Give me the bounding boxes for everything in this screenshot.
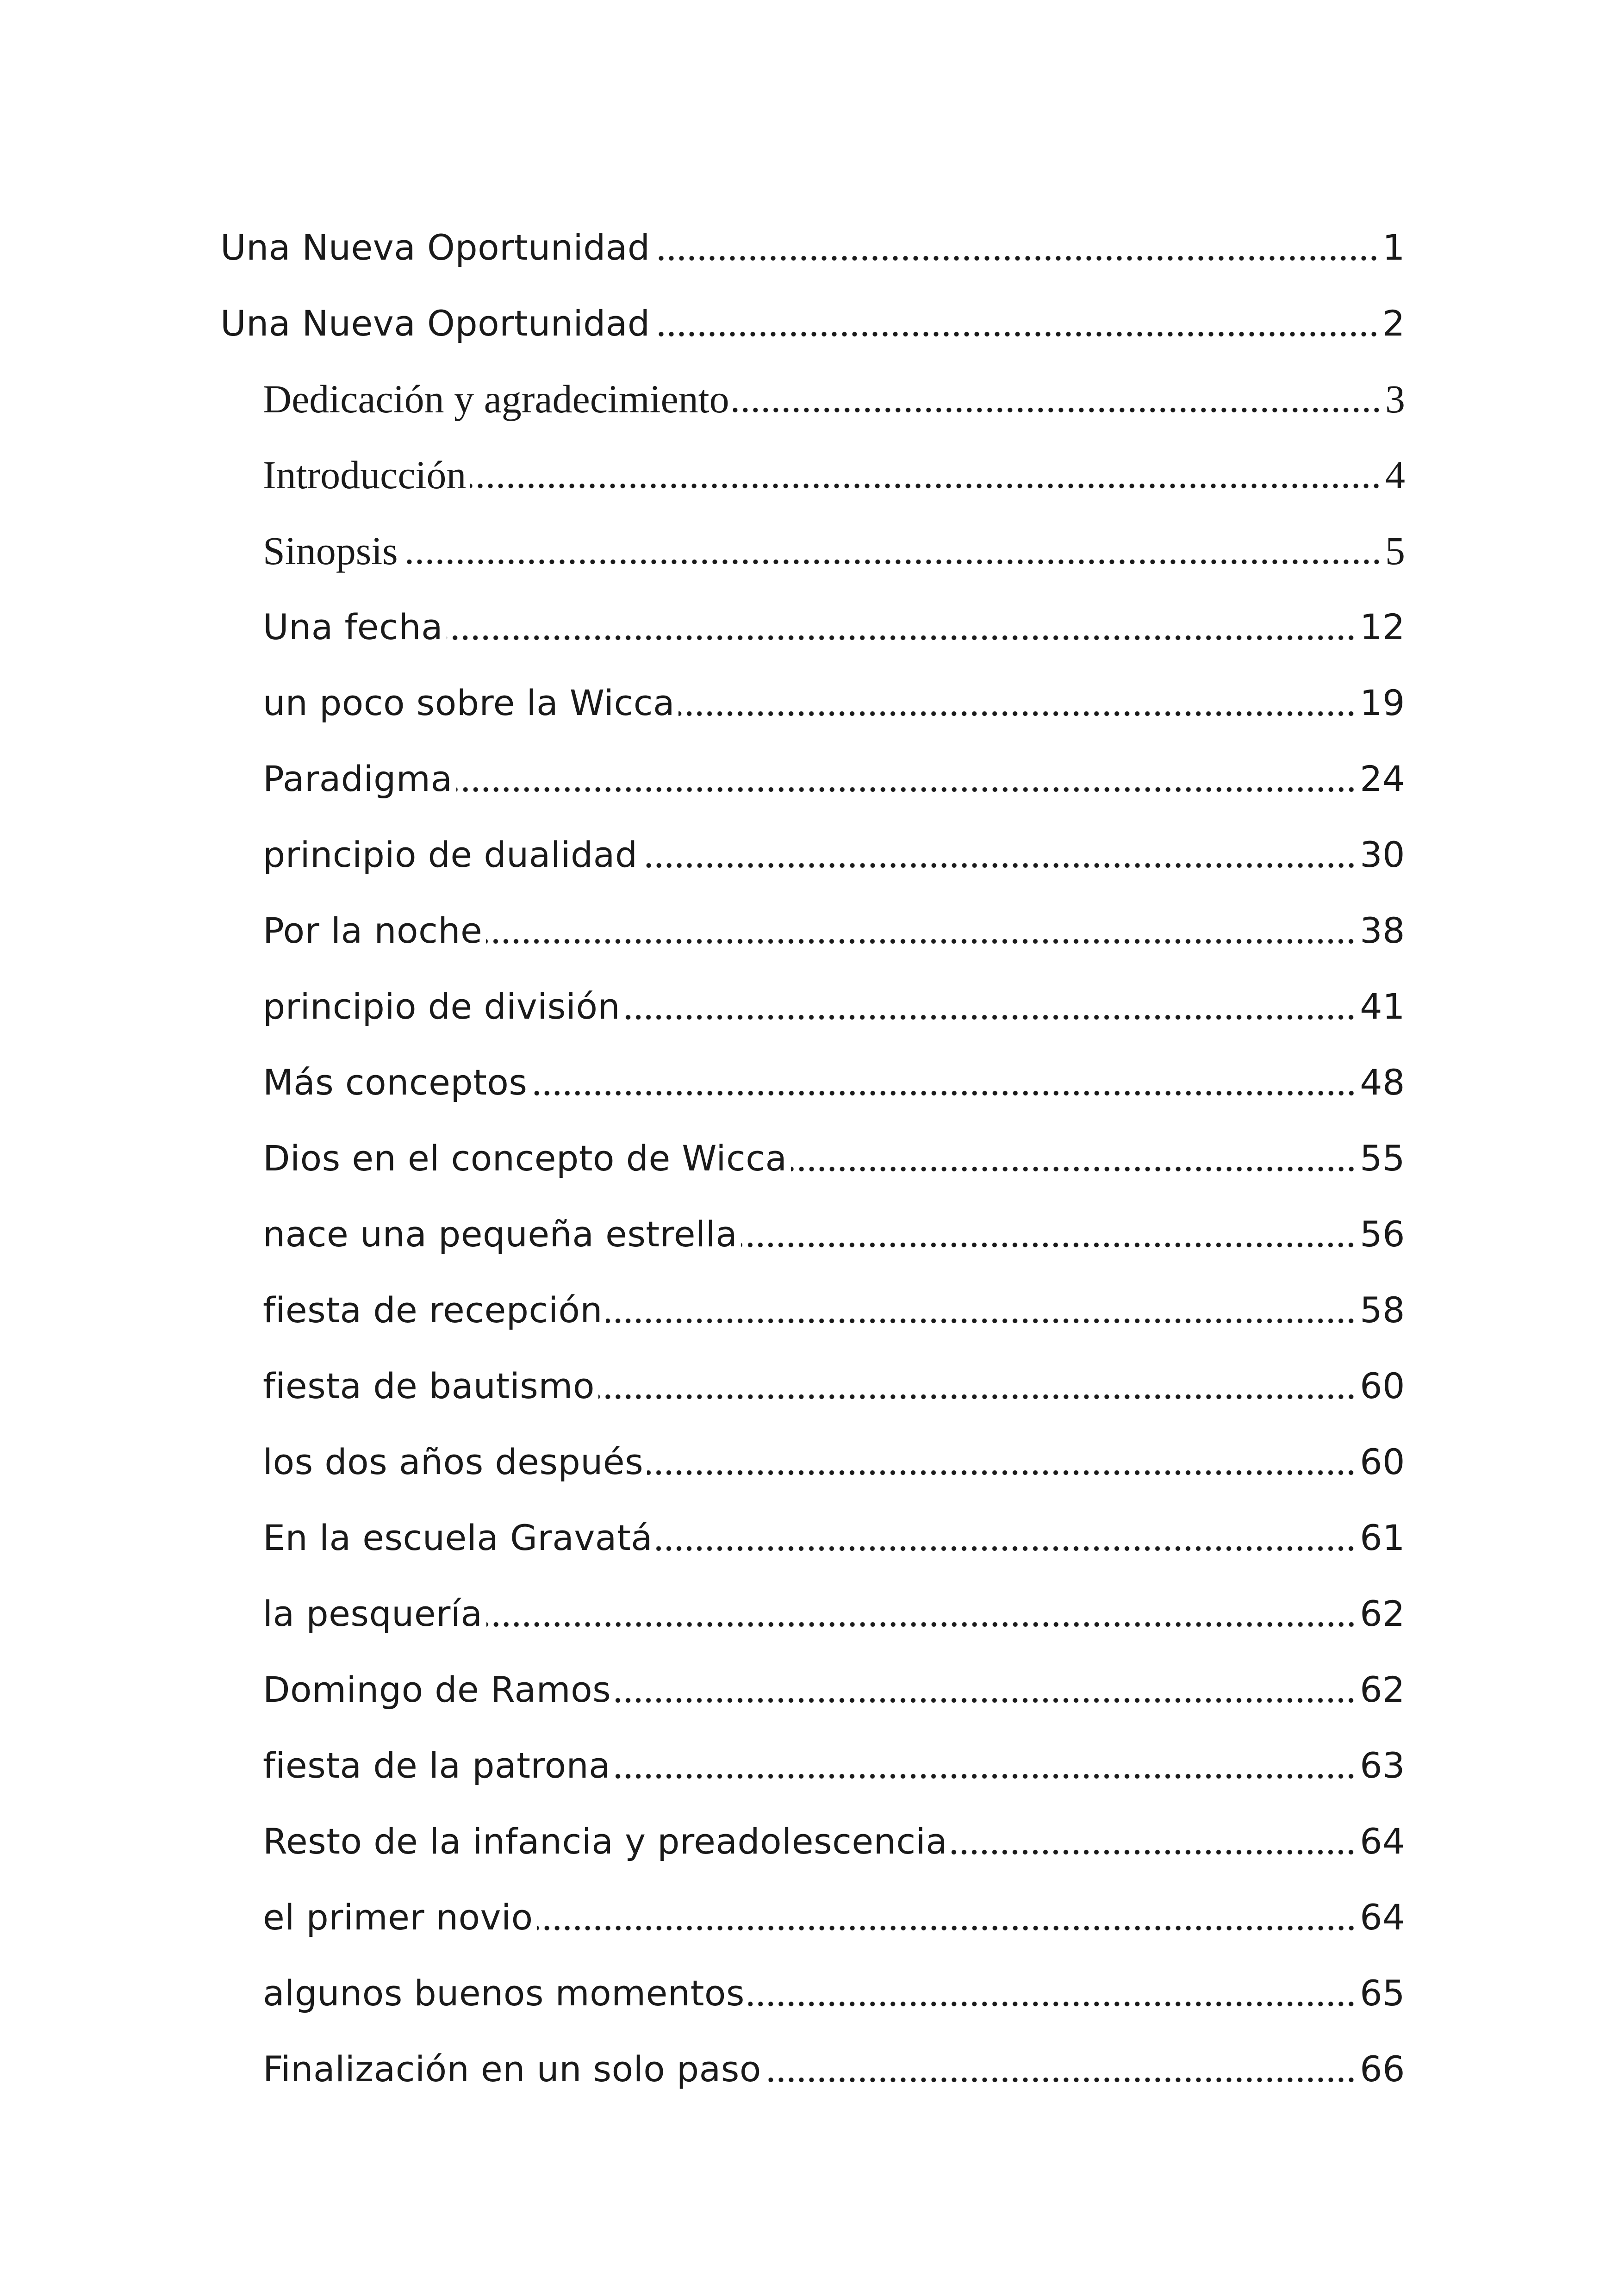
toc-entry-page-number: 60 — [1360, 1365, 1405, 1406]
toc-entry-title: Introducción — [263, 453, 467, 497]
dot-leader — [486, 1622, 1357, 1627]
toc-entry-page-number: 38 — [1360, 909, 1405, 951]
dot-leader — [951, 1849, 1356, 1855]
toc-entry-page-number: 24 — [1360, 758, 1405, 799]
toc-entry-title: Una Nueva Oportunidad — [220, 302, 650, 344]
toc-entry[interactable] — [220, 1120, 1405, 1196]
toc-entry[interactable] — [220, 1727, 1405, 1803]
toc-entry-title: Paradigma — [263, 758, 453, 799]
toc-entry-title: Dedicación y agradecimiento — [263, 377, 729, 421]
toc-entry[interactable] — [220, 1955, 1405, 2031]
toc-entry[interactable] — [220, 361, 1405, 437]
toc-entry-title: Una fecha — [263, 606, 443, 647]
toc-entry-title: Más conceptos — [263, 1061, 528, 1103]
toc-entry[interactable] — [220, 1196, 1405, 1272]
toc-entry-title: fiesta de bautismo — [263, 1365, 595, 1406]
toc-entry-page-number: 64 — [1360, 1820, 1405, 1862]
toc-entry-page-number: 30 — [1360, 834, 1405, 875]
toc-entry-title: la pesquería — [263, 1593, 483, 1634]
toc-entry-page-number: 62 — [1360, 1668, 1405, 1710]
toc-entry-page-number: 48 — [1360, 1061, 1405, 1103]
toc-entry-title: Sinopsis — [263, 529, 398, 573]
table-of-contents — [220, 209, 1405, 2107]
toc-entry-page-number: 61 — [1360, 1517, 1405, 1558]
toc-entry[interactable] — [220, 513, 1405, 589]
dot-leader — [654, 255, 1379, 261]
dot-leader — [765, 2077, 1356, 2083]
toc-entry-title: Resto de la infancia y preadolescencia — [263, 1820, 948, 1862]
toc-entry[interactable] — [220, 1500, 1405, 1575]
toc-entry[interactable] — [220, 740, 1405, 816]
dot-leader — [470, 483, 1382, 489]
toc-entry-page-number: 2 — [1382, 302, 1405, 344]
toc-entry-title: principio de división — [263, 985, 621, 1027]
toc-entry-title: Una Nueva Oportunidad — [220, 226, 650, 268]
toc-entry-title: fiesta de recepción — [263, 1289, 603, 1331]
toc-entry-page-number: 3 — [1385, 377, 1405, 421]
dot-leader — [647, 1470, 1356, 1475]
toc-entry-title: Finalización en un solo paso — [263, 2048, 761, 2090]
toc-entry-title: Dios en el concepto de Wicca — [263, 1137, 787, 1179]
toc-entry[interactable] — [220, 816, 1405, 892]
dot-leader — [791, 1166, 1357, 1172]
dot-leader — [598, 1394, 1356, 1400]
toc-entry[interactable] — [220, 437, 1405, 513]
dot-leader — [447, 635, 1356, 641]
dot-leader — [654, 331, 1379, 337]
dot-leader — [606, 1318, 1356, 1324]
toc-entry-page-number: 58 — [1360, 1289, 1405, 1331]
dot-leader — [641, 863, 1357, 868]
dot-leader — [656, 1546, 1356, 1551]
dot-leader — [678, 711, 1356, 716]
toc-entry-page-number: 65 — [1360, 1972, 1405, 2014]
toc-entry-page-number: 12 — [1360, 606, 1405, 647]
toc-entry-page-number: 55 — [1360, 1137, 1405, 1179]
toc-entry-page-number: 5 — [1385, 529, 1405, 573]
toc-entry-page-number: 56 — [1360, 1213, 1405, 1255]
toc-entry-title: los dos años después — [263, 1441, 644, 1482]
toc-entry-title: Domingo de Ramos — [263, 1668, 611, 1710]
toc-entry-page-number: 63 — [1360, 1744, 1405, 1786]
toc-entry[interactable] — [220, 589, 1405, 665]
toc-entry-page-number: 66 — [1360, 2048, 1405, 2090]
toc-entry-title: nace una pequeña estrella — [263, 1213, 738, 1255]
toc-entry[interactable] — [220, 1575, 1405, 1651]
dot-leader — [614, 1773, 1356, 1779]
toc-entry-page-number: 41 — [1360, 985, 1405, 1027]
toc-entry[interactable] — [220, 209, 1405, 285]
toc-entry[interactable] — [220, 1651, 1405, 1727]
toc-entry[interactable] — [220, 1044, 1405, 1120]
dot-leader — [531, 1090, 1357, 1096]
toc-entry-title: el primer novio — [263, 1896, 533, 1938]
toc-entry[interactable] — [220, 2031, 1405, 2107]
toc-entry[interactable] — [220, 1879, 1405, 1955]
dot-leader — [456, 787, 1357, 792]
dot-leader — [748, 2001, 1356, 2007]
toc-entry-page-number: 1 — [1382, 226, 1405, 268]
toc-entry-page-number: 60 — [1360, 1441, 1405, 1482]
toc-entry-title: un poco sobre la Wicca — [263, 682, 675, 723]
toc-entry-title: En la escuela Gravatá — [263, 1517, 653, 1558]
toc-entry-title: fiesta de la patrona — [263, 1744, 611, 1786]
toc-entry-page-number: 64 — [1360, 1896, 1405, 1938]
toc-entry[interactable] — [220, 285, 1405, 361]
toc-entry[interactable] — [220, 1803, 1405, 1879]
toc-entry[interactable] — [220, 665, 1405, 740]
dot-leader — [402, 559, 1382, 565]
toc-entry[interactable] — [220, 892, 1405, 968]
toc-entry[interactable] — [220, 1348, 1405, 1424]
dot-leader — [537, 1925, 1357, 1931]
toc-entry[interactable] — [220, 1272, 1405, 1348]
toc-entry-title: principio de dualidad — [263, 834, 638, 875]
toc-entry-page-number: 4 — [1385, 453, 1405, 497]
dot-leader — [741, 1242, 1356, 1248]
dot-leader — [733, 407, 1382, 413]
toc-entry[interactable] — [220, 1424, 1405, 1500]
toc-entry-page-number: 62 — [1360, 1593, 1405, 1634]
toc-entry-title: algunos buenos momentos — [263, 1972, 745, 2014]
dot-leader — [624, 1014, 1356, 1020]
toc-entry-title: Por la noche — [263, 909, 483, 951]
dot-leader — [486, 939, 1356, 944]
dot-leader — [615, 1698, 1356, 1703]
toc-entry[interactable] — [220, 968, 1405, 1044]
toc-entry-page-number: 19 — [1360, 682, 1405, 723]
